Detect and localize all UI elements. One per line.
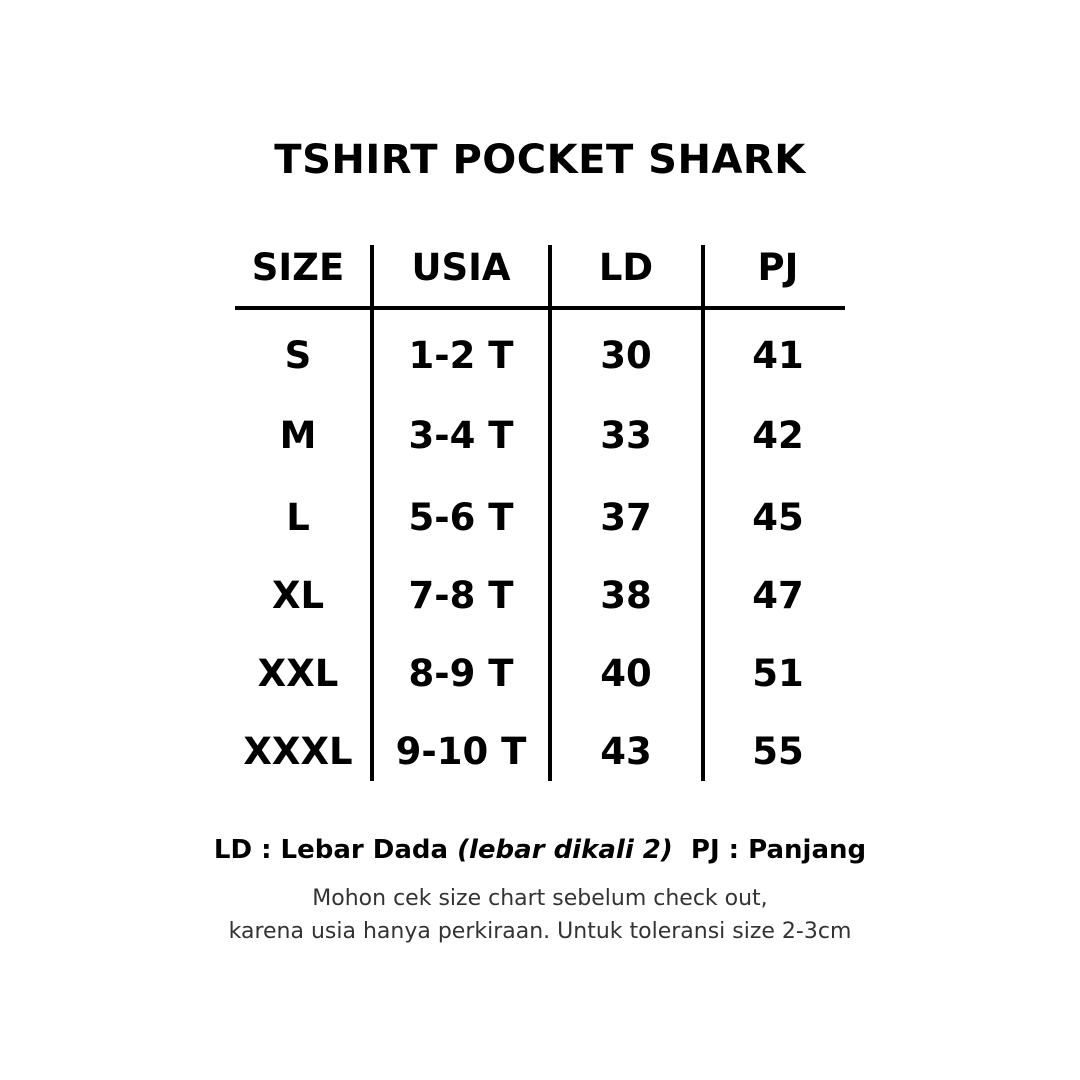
cell-ld: 33 xyxy=(600,414,652,457)
cell-usia: 5-6 T xyxy=(408,496,514,539)
cell-pj: 42 xyxy=(752,414,804,457)
cell-pj: 55 xyxy=(752,730,804,773)
column-divider xyxy=(548,245,552,781)
cell-usia: 3-4 T xyxy=(408,414,514,457)
cell-size: XL xyxy=(271,574,325,617)
legend-pj: PJ : Panjang xyxy=(690,835,867,865)
header-usia: USIA xyxy=(411,246,511,289)
legend-ld-note: (lebar dikali 2) xyxy=(457,835,673,865)
cell-usia: 7-8 T xyxy=(408,574,514,617)
cell-size: M xyxy=(279,414,317,457)
legend-ld: LD : Lebar Dada xyxy=(213,835,449,865)
note-line-2: karena usia hanya perkiraan. Untuk toleransi size 2-3cm xyxy=(228,919,852,944)
cell-pj: 41 xyxy=(752,334,804,377)
cell-ld: 38 xyxy=(600,574,652,617)
cell-ld: 43 xyxy=(600,730,652,773)
header-pj: PJ xyxy=(757,246,799,289)
legend xyxy=(0,830,1080,870)
cell-size: L xyxy=(286,496,310,539)
cell-ld: 30 xyxy=(600,334,652,377)
cell-pj: 47 xyxy=(752,574,804,617)
cell-ld: 37 xyxy=(600,496,652,539)
column-divider xyxy=(370,245,374,781)
cell-size: XXXL xyxy=(243,730,353,773)
cell-pj: 45 xyxy=(752,496,804,539)
header-size: SIZE xyxy=(251,246,345,289)
cell-size: S xyxy=(284,334,312,377)
header-ld: LD xyxy=(598,246,654,289)
cell-usia: 9-10 T xyxy=(395,730,527,773)
cell-size: XXL xyxy=(257,652,339,695)
column-divider xyxy=(701,245,705,781)
cell-usia: 8-9 T xyxy=(408,652,514,695)
note-line-1: Mohon cek size chart sebelum check out, xyxy=(312,886,768,911)
page-title: TSHIRT POCKET SHARK xyxy=(274,137,806,183)
cell-ld: 40 xyxy=(600,652,652,695)
header-divider xyxy=(235,306,845,310)
cell-usia: 1-2 T xyxy=(408,334,514,377)
cell-pj: 51 xyxy=(752,652,804,695)
